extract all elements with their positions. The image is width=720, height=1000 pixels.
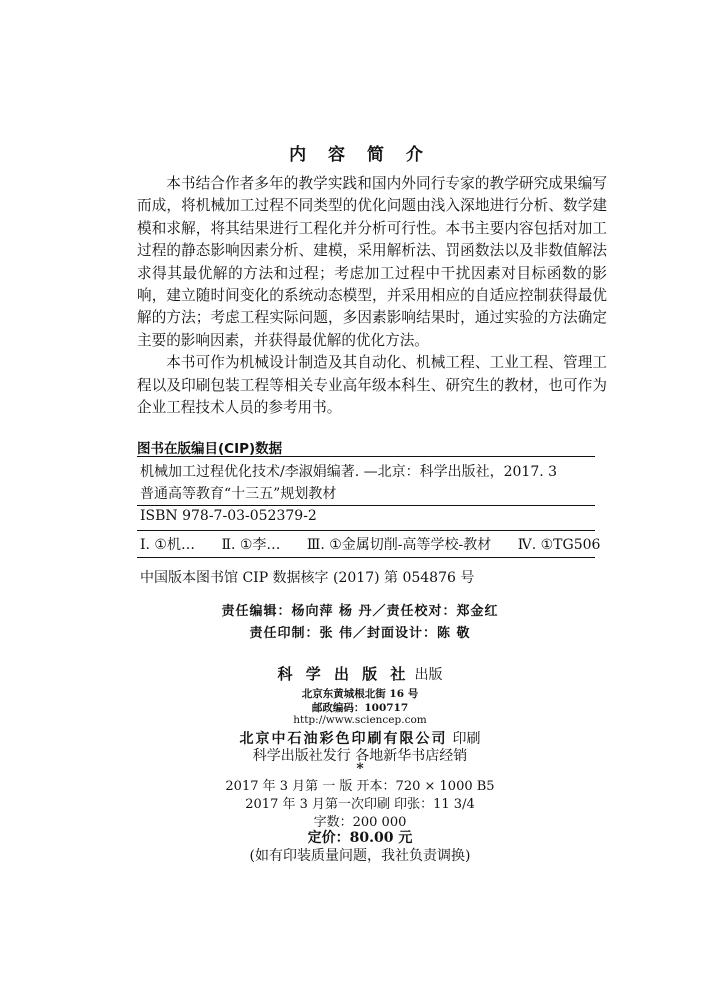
editors-line: 责任编辑：杨向萍 杨 丹／责任校对：郑金红 xyxy=(221,604,499,619)
word-count: 字数：200 000 xyxy=(313,815,407,830)
cip-title-line: 机械加工过程优化技术/李淑娟编著. —北京：科学出版社，2017. 3 xyxy=(140,464,558,480)
divider xyxy=(137,530,595,531)
printer-name: 北京中石油彩色印刷有限公司 xyxy=(239,731,448,747)
publisher-address: 北京东黄城根北街 16 号 xyxy=(301,688,419,700)
distribution-line: 科学出版社发行 各地新华书店经销 xyxy=(252,748,468,764)
editors-line: 责任印制：张 伟／封面设计：陈 敬 xyxy=(249,626,471,641)
separator-star: * xyxy=(356,761,364,777)
cip-number: 中国版本图书馆 CIP 数据核字 (2017) 第 054876 号 xyxy=(140,570,475,586)
printer-suffix: 印刷 xyxy=(452,731,481,747)
cip-class-item: Ⅳ. ①TG506 xyxy=(517,537,601,553)
cip-isbn: ISBN 978-7-03-052379-2 xyxy=(140,508,317,524)
publisher-postcode: 邮政编码：100717 xyxy=(311,702,409,714)
printing-line: 2017 年 3 月第一次印刷 印张：11 3/4 xyxy=(245,797,475,812)
publisher-name: 科 学 出 版 社 xyxy=(277,665,410,683)
publisher-line xyxy=(0,663,720,684)
divider xyxy=(137,557,595,558)
cip-class-item: Ⅱ. ①李… xyxy=(221,537,281,553)
publisher-url: http://www.sciencep.com xyxy=(293,714,427,726)
summary-paragraph: 本书结合作者多年的教学实践和国内外同行专家的教学研究成果编写而成，将机械加工过程不同类型的优化问题由浅入深地进行分析、数学建模和求解，将其结果进行工程化并分析可行性。本书主要内容包括对加工过程的静态影响因素分析、建模，采用解析法、罚函数法以及非数值解法求得其最优解的方法和过程；考虑加工过程中干扰因素对目标函数的影响，建立随时间变化的系统动态模型，并采用相应的自适应控制获得最优解的方法；考虑工程实际问题，多因素影响结果时，通过实验的方法确定主要的影响因素，并获得最优解的优化方法。 xyxy=(137,175,607,349)
cip-class-item: Ⅰ. ①机… xyxy=(140,537,195,553)
summary-paragraph: 本书可作为机械设计制造及其自动化、机械工程、工业工程、管理工程以及印刷包装工程等相关专业高年级本科生、研究生的教材，也可作为企业工程技术人员的参考用书。 xyxy=(137,354,607,417)
summary-text xyxy=(137,173,607,419)
publisher-suffix: 出版 xyxy=(414,667,443,683)
divider xyxy=(137,456,595,457)
cip-class-item: Ⅲ. ①金属切削-高等学校-教材 xyxy=(306,537,492,553)
cip-classification xyxy=(140,534,600,554)
edition-line: 2017 年 3 月第 一 版 开本：720 × 1000 B5 xyxy=(225,779,495,794)
price: 定价：80.00 元 xyxy=(307,830,413,846)
page-title: 内 容 简 介 xyxy=(289,145,431,165)
divider xyxy=(137,505,595,506)
cip-series-line: 普通高等教育“十三五”规划教材 xyxy=(140,486,337,502)
quality-note: (如有印装质量问题，我社负责调换) xyxy=(249,848,471,864)
cip-heading: 图书在版编目(CIP)数据 xyxy=(137,441,283,457)
